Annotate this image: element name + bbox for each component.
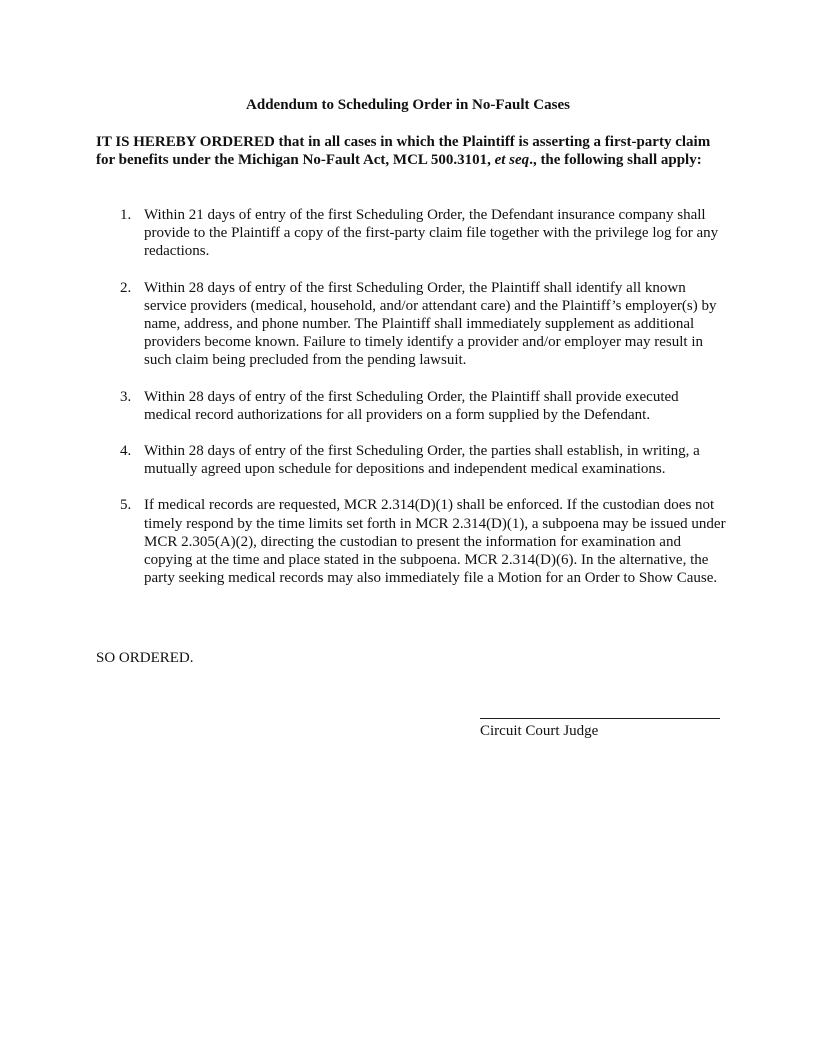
signature-line <box>480 718 720 719</box>
order-item-number: 4. <box>120 443 132 460</box>
order-intro-tail: ., the following shall apply: <box>529 152 702 169</box>
order-item-2 <box>96 279 726 370</box>
order-item-3 <box>96 388 726 424</box>
closing-statement: SO ORDERED. <box>96 650 194 666</box>
order-item-5 <box>96 496 726 587</box>
order-item-text: Within 28 days of entry of the first Scheduling Order, the parties shall establish, in writing, a mutually agreed upon schedule for depositions and independent medical examinations. <box>144 443 700 478</box>
order-item-number: 1. <box>120 207 132 223</box>
signature-label: Circuit Court Judge <box>480 723 599 739</box>
order-intro-italic: et seq <box>494 152 530 169</box>
order-item-4 <box>96 442 726 478</box>
order-item-text: Within 28 days of entry of the first Scheduling Order, the Plaintiff shall provide executed medical record authorizations for all providers on a form supplied by the Defendant. <box>144 388 679 423</box>
order-item-number: 2. <box>120 279 132 296</box>
order-intro-lead: IT IS HEREBY ORDERED that in all cases in which the Plaintiff is asserting a first-party claim for benefits under the Michigan No-Fault Act, MCL 500.3101, <box>96 134 711 169</box>
order-item-text: Within 28 days of entry of the first Scheduling Order, the Plaintiff shall identify all known service providers (medical, household, and/or attendant care) and the Plaintiff’s employer(s) by name, address, and phone number. The Plaintiff shall immediately supplement as additional providers become known. Failure to timely identify a provider and/or employer may result in such claim being precluded from the pending lawsuit. <box>144 279 717 369</box>
order-item-text: Within 21 days of entry of the first Scheduling Order, the Defendant insurance company shall provide to the Plaintiff a copy of the first-party claim file together with the privilege log for any redactions. <box>144 207 719 260</box>
order-item-number: 5. <box>120 497 132 514</box>
order-item-number: 3. <box>120 388 132 405</box>
order-items-list <box>96 206 726 605</box>
order-item-text: If medical records are requested, MCR 2.314(D)(1) shall be enforced. If the custodian does not timely respond by the time limits set forth in MCR 2.314(D)(1), a subpoena may be issued under MCR 2.305(A)(2), directing the custodian to present the information for examination and copying at the time and place stated in the subpoena. MCR 2.314(D)(6). In the alternative, the party seeking medical records may also immediately file a Motion for an Order to Show Cause. <box>144 497 726 587</box>
order-intro <box>96 133 726 170</box>
document-title: Addendum to Scheduling Order in No-Fault Cases <box>246 97 570 113</box>
order-item-1 <box>96 206 726 261</box>
